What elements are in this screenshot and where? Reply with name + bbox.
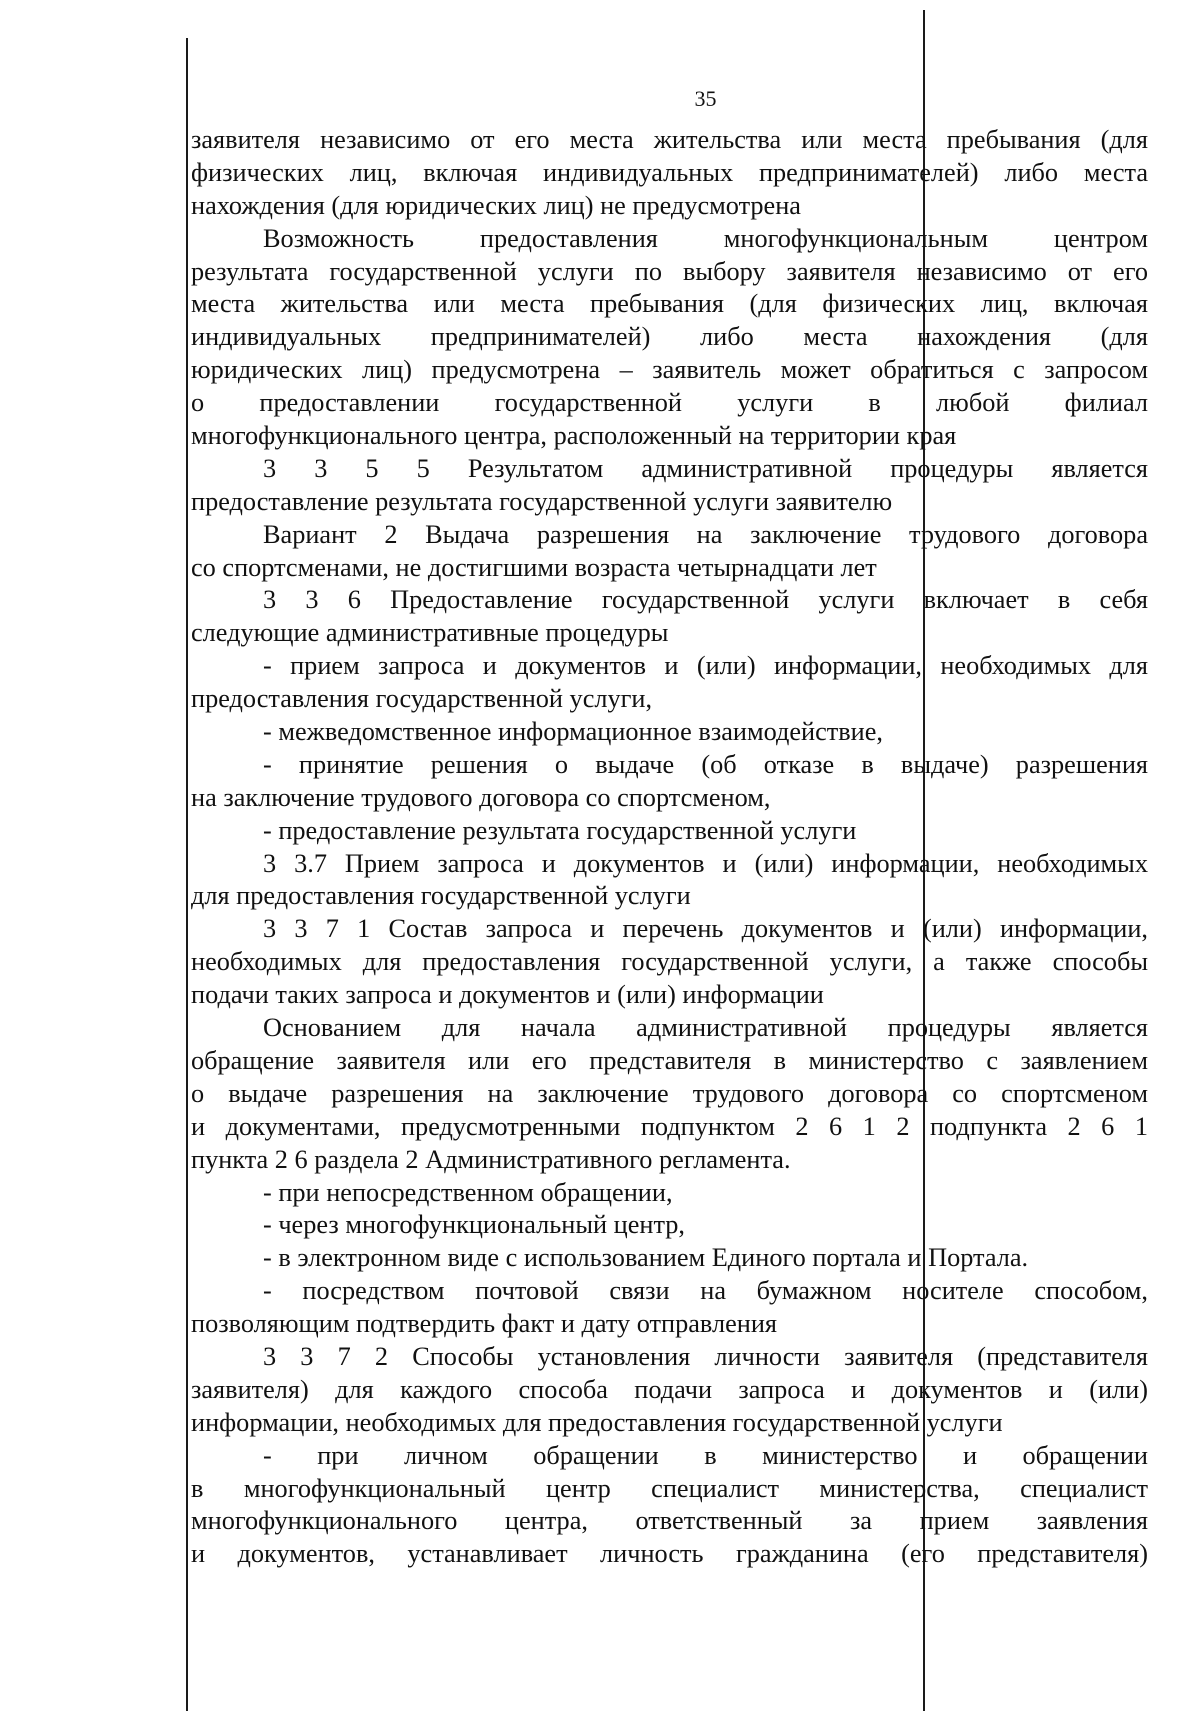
text-line: пункта 2 6 раздела 2 Административного регламента. bbox=[191, 1144, 791, 1174]
text-line: многофункционального центра, расположенный на территории края bbox=[191, 421, 957, 451]
text-line: индивидуальных предпринимателей) либо места нахождения (для bbox=[191, 322, 1148, 352]
text-line: заявителя независимо от его места жительства или места пребывания (для bbox=[191, 125, 1148, 154]
text-line: 3 3 5 5 Результатом административной процедуры является bbox=[263, 453, 1148, 483]
text-line: - межведомственное информационное взаимодействие, bbox=[263, 717, 884, 747]
text-line: в многофункциональный центр специалист министерства, специалист bbox=[191, 1473, 1148, 1503]
text-line: - предоставление результата государственной услуги bbox=[263, 815, 857, 845]
text-line: 3 3 7 1 Состав запроса и перечень документов и (или) информации, bbox=[263, 914, 1148, 944]
text-line: многофункционального центра, ответственный за прием заявления bbox=[191, 1506, 1148, 1536]
text-line: 3 3 6 Предоставление государственной услуги включает в себя bbox=[263, 585, 1148, 615]
text-line: о выдаче разрешения на заключение трудового договора со спортсменом bbox=[191, 1078, 1148, 1108]
text-line: подачи таких запроса и документов и (или) информации bbox=[191, 980, 824, 1010]
text-line: - прием запроса и документов и (или) информации, необходимых для bbox=[263, 651, 1148, 681]
text-line: - принятие решения о выдаче (об отказе в выдаче) разрешения bbox=[263, 749, 1148, 779]
text-line: 3 3.7 Прием запроса и документов и (или) информации, необходимых bbox=[263, 848, 1148, 878]
text-line: юридических лиц) предусмотрена – заявитель может обратиться с запросом bbox=[191, 355, 1148, 385]
text-line: со спортсменами, не достигшими возраста четырнадцати лет bbox=[191, 552, 877, 582]
text-line: необходимых для предоставления государственной услуги, а также способы bbox=[191, 947, 1148, 977]
text-line: заявителя) для каждого способа подачи запроса и документов и (или) bbox=[191, 1374, 1148, 1404]
text-line: Основанием для начала административной процедуры является bbox=[263, 1013, 1148, 1043]
text-line: обращение заявителя или его представителя в министерство с заявлением bbox=[191, 1045, 1148, 1075]
text-line: - посредством почтовой связи на бумажном носителе способом, bbox=[263, 1276, 1148, 1306]
text-line: результата государственной услуги по выбору заявителя независимо от его bbox=[191, 256, 1148, 286]
text-line: и документами, предусмотренными подпунктом 2 6 1 2 подпункта 2 6 1 bbox=[191, 1111, 1148, 1141]
text-line: предоставление результата государственной услуги заявителю bbox=[191, 486, 893, 516]
text-line: нахождения (для юридических лиц) не предусмотрена bbox=[191, 190, 801, 220]
text-line: следующие административные процедуры bbox=[191, 618, 669, 648]
text-line: информации, необходимых для предоставления государственной услуги bbox=[191, 1407, 1003, 1437]
text-line: Вариант 2 Выдача разрешения на заключение трудового договора bbox=[263, 519, 1148, 549]
text-line: - через многофункциональный центр, bbox=[263, 1210, 685, 1240]
page-number: 35 bbox=[694, 86, 717, 111]
text-line: о предоставлении государственной услуги в любой филиал bbox=[191, 388, 1148, 418]
text-line: предоставления государственной услуги, bbox=[191, 684, 653, 714]
text-line: - при личном обращении в министерство и обращении bbox=[263, 1440, 1148, 1470]
text-line: Возможность предоставления многофункциональным центром bbox=[263, 223, 1148, 253]
text-line: физических лиц, включая индивидуальных предпринимателей) либо места bbox=[191, 157, 1148, 187]
text-line: позволяющим подтвердить факт и дату отправления bbox=[191, 1309, 778, 1339]
text-line: и документов, устанавливает личность гражданина (его представителя) bbox=[191, 1539, 1148, 1569]
text-line: - при непосредственном обращении, bbox=[263, 1177, 673, 1207]
scan-left-rule bbox=[186, 38, 188, 1711]
text-line: для предоставления государственной услуги bbox=[191, 881, 691, 911]
document-body bbox=[191, 124, 1148, 1571]
text-line: - в электронном виде с использованием Единого портала и Портала. bbox=[263, 1243, 1029, 1273]
text-line: места жительства или места пребывания (для физических лиц, включая bbox=[191, 289, 1148, 319]
text-line: на заключение трудового договора со спортсменом, bbox=[191, 782, 771, 812]
text-line: 3 3 7 2 Способы установления личности заявителя (представителя bbox=[263, 1341, 1148, 1371]
